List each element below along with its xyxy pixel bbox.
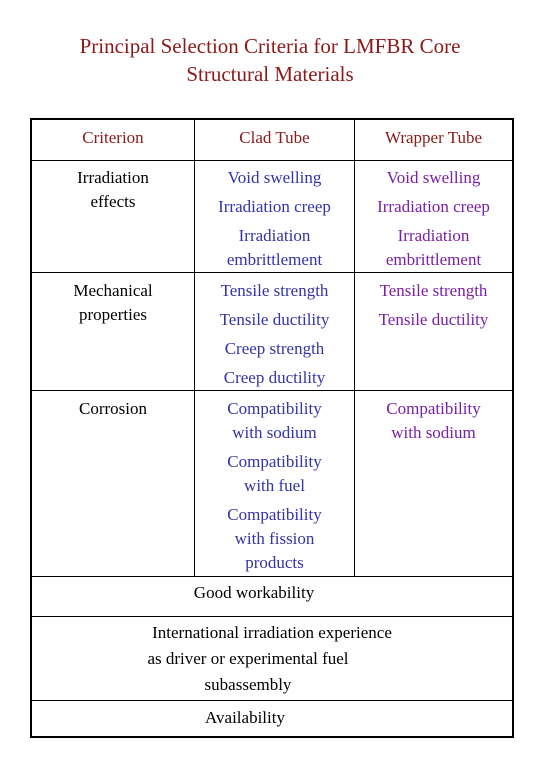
cell-text: Wrapper Tube (384, 128, 483, 147)
cell-text: Creep ductility (223, 368, 326, 387)
criteria-table (30, 118, 514, 738)
list-item (355, 166, 512, 190)
cell-text: Irradiation (397, 226, 470, 245)
list-item (355, 224, 512, 272)
row-divider (32, 160, 512, 161)
row-divider (32, 700, 512, 701)
list-item (355, 195, 512, 219)
title-line-2: Structural Materials (186, 62, 354, 86)
cell-text: Tensile ductility (219, 310, 330, 329)
cell-text: Tensile ductility (378, 310, 489, 329)
cell-text: Irradiation creep (218, 197, 331, 216)
cell-text: Clad Tube (239, 128, 310, 147)
criterion-irradiation-effects (32, 166, 194, 214)
cell-text: Irradiation (77, 168, 149, 187)
list-item (195, 503, 354, 575)
cell-text: Tensile strength (220, 281, 329, 300)
clad-corrosion-list (195, 397, 354, 580)
list-item (195, 366, 354, 390)
clad-irradiation-list (195, 166, 354, 277)
cell-text: Compatibility (227, 452, 322, 471)
list-item (355, 279, 512, 303)
cell-text: Irradiation creep (377, 197, 490, 216)
cell-text: with sodium (391, 423, 476, 442)
cell-text: with sodium (232, 423, 317, 442)
list-item (195, 166, 354, 190)
good-workability-row (32, 581, 512, 605)
wrapper-mechanical-list (355, 279, 512, 337)
cell-text: properties (79, 305, 147, 324)
cell-text: Availability (205, 708, 285, 727)
cell-text: Criterion (82, 128, 144, 147)
cell-text: Void swelling (227, 168, 322, 187)
cell-text: Irradiation (238, 226, 311, 245)
cell-text: with fission (234, 529, 315, 548)
header-clad-tube (195, 126, 354, 150)
cell-text: Corrosion (79, 399, 147, 418)
cell-text: embrittlement (226, 250, 323, 269)
cell-text: Void swelling (386, 168, 481, 187)
list-item (195, 308, 354, 332)
cell-text: effects (90, 192, 136, 211)
irradiation-experience-row (32, 620, 512, 698)
cell-text: products (245, 553, 304, 572)
list-item (195, 224, 354, 272)
criterion-mechanical-properties (32, 279, 194, 327)
row-divider (32, 616, 512, 617)
cell-text: as driver or experimental fuel (147, 649, 349, 668)
availability-row (32, 706, 512, 730)
cell-text: Compatibility (227, 399, 322, 418)
cell-text: Tensile strength (379, 281, 488, 300)
wrapper-irradiation-list (355, 166, 512, 277)
wrapper-corrosion-list (355, 397, 512, 450)
clad-mechanical-list (195, 279, 354, 395)
list-item (195, 337, 354, 361)
criterion-corrosion (32, 397, 194, 421)
list-item (195, 397, 354, 445)
cell-text: International irradiation experience (152, 623, 392, 642)
list-item (195, 195, 354, 219)
list-item (355, 308, 512, 332)
cell-text: Mechanical (73, 281, 153, 300)
list-item (195, 279, 354, 303)
title-line-1: Principal Selection Criteria for LMFBR Core (79, 34, 461, 58)
cell-text: Creep strength (224, 339, 325, 358)
cell-text: subassembly (204, 675, 292, 694)
list-item (355, 397, 512, 445)
cell-text: embrittlement (385, 250, 482, 269)
cell-text: Compatibility (386, 399, 481, 418)
header-wrapper-tube (355, 126, 512, 150)
cell-text: Compatibility (227, 505, 322, 524)
cell-text: with fuel (244, 476, 305, 495)
cell-text: Good workability (193, 583, 315, 602)
header-criterion (32, 126, 194, 150)
list-item (195, 450, 354, 498)
page-title (0, 32, 540, 88)
